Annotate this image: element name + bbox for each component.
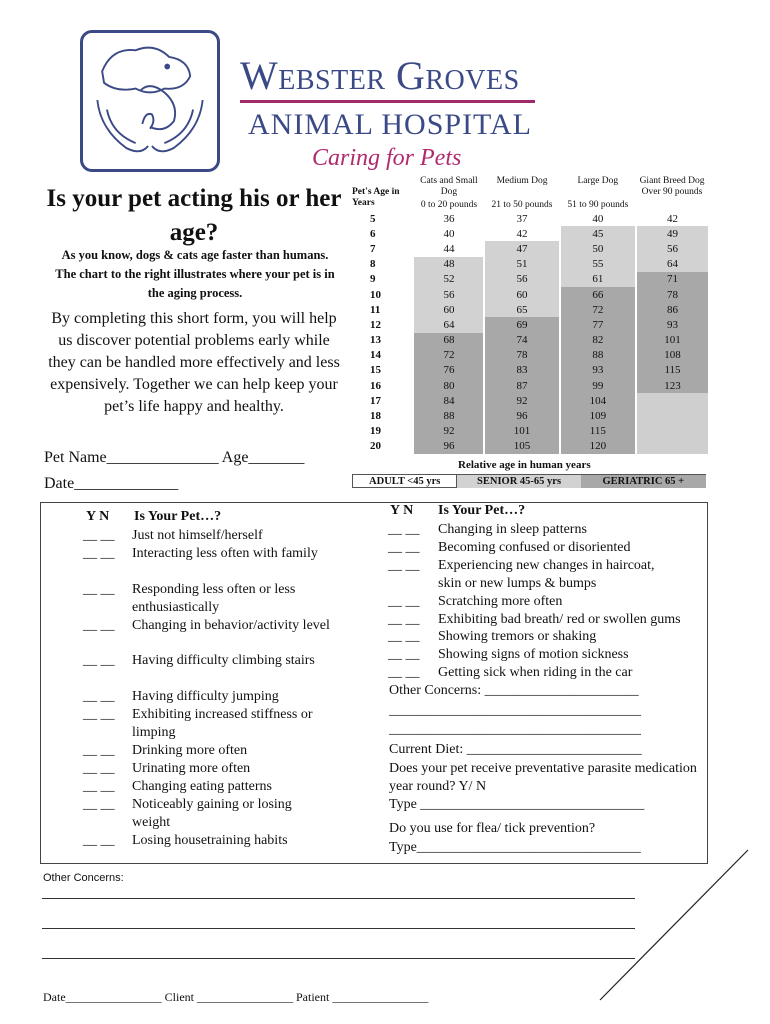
human-age-cell: 88	[560, 348, 636, 363]
intro-subtitle: As you know, dogs & cats age faster than humans. The chart to the right illustrates where your pet is in the aging process.	[55, 248, 335, 300]
age-chart-table	[352, 176, 708, 454]
human-age-cell: 64	[413, 317, 484, 332]
question-item: Urinating more often	[132, 761, 251, 776]
col-header-giant-bottom: Over 90 pounds	[641, 187, 703, 197]
age-cell: 8	[370, 258, 376, 271]
age-chart-row	[352, 378, 708, 393]
question-item: Experiencing new changes in haircoat, skin or new lumps & bumps	[438, 558, 655, 591]
question-item: Noticeably gaining or losing weight	[132, 797, 292, 830]
human-age-cell: 71	[636, 272, 708, 287]
question-item: Scratching more often	[438, 594, 563, 609]
age-cell: 18	[370, 410, 381, 423]
human-age-cell: 51	[484, 257, 559, 272]
date-field[interactable]: Date_____________	[44, 475, 179, 492]
human-age-cell: 65	[484, 302, 559, 317]
human-age-cell: 45	[560, 226, 636, 241]
diagonal-slash	[596, 848, 756, 1008]
age-chart-header	[352, 176, 708, 211]
col-header-large	[560, 176, 636, 211]
age-cell: 12	[370, 318, 381, 331]
yes-no-checkbox[interactable]: __ __	[83, 833, 115, 848]
age-cell: 17	[370, 394, 381, 407]
yes-no-checkbox[interactable]: __ __	[388, 594, 420, 609]
human-age-cell: 93	[560, 363, 636, 378]
human-age-cell: 40	[413, 226, 484, 241]
human-age-cell: 44	[413, 241, 484, 256]
human-age-cell: 86	[636, 302, 708, 317]
yes-no-checkbox[interactable]: __ __	[388, 647, 420, 662]
col-header-giant	[636, 176, 708, 211]
other-concerns-line-1[interactable]: ____________________________________	[389, 703, 641, 718]
age-chart-row	[352, 348, 708, 363]
logo	[80, 30, 220, 172]
flea-type-field[interactable]: Type________________________________	[389, 840, 641, 855]
brand-name: Webster Groves	[240, 53, 520, 98]
yes-no-checkbox[interactable]: __ __	[83, 761, 115, 776]
other-concerns-field[interactable]: Other Concerns: ______________________	[389, 683, 639, 698]
age-chart-row	[352, 257, 708, 272]
intro-body: By completing this short form, you will help us discover potential problems early while they can be handled more effectively and less expensively. Together we can help keep your pet’s life happy and healthy.	[48, 310, 340, 415]
age-chart-row	[352, 424, 708, 439]
human-age-cell: 74	[484, 333, 559, 348]
human-age-cell: 108	[636, 348, 708, 363]
age-cell: 14	[370, 349, 381, 362]
yes-no-checkbox[interactable]: __ __	[388, 540, 420, 555]
yes-no-checkbox[interactable]: __ __	[388, 665, 420, 680]
human-age-cell: 115	[636, 363, 708, 378]
human-age-cell: 123	[636, 378, 708, 393]
human-age-cell: 72	[560, 302, 636, 317]
question-item: Exhibiting bad breath/ red or swollen gums	[438, 612, 681, 627]
human-age-cell: 36	[413, 211, 484, 226]
question-item: Changing eating patterns	[132, 779, 272, 794]
human-age-cell: 96	[484, 408, 559, 423]
question-item: Getting sick when riding in the car	[438, 665, 633, 680]
human-age-cell: 84	[413, 393, 484, 408]
col-header-giant-top: Giant Breed Dog	[639, 176, 705, 186]
age-legend	[352, 474, 706, 488]
age-chart-row	[352, 272, 708, 287]
human-age-cell: 87	[484, 378, 559, 393]
human-age-cell: 42	[484, 226, 559, 241]
age-cell: 15	[370, 364, 381, 377]
question-item: Just not himself/herself	[132, 528, 263, 543]
age-cell: 5	[370, 212, 376, 225]
human-age-cell: 55	[560, 257, 636, 272]
age-chart	[352, 176, 708, 454]
col-header-small-bottom: 0 to 20 pounds	[420, 200, 478, 210]
age-chart-row	[352, 211, 708, 226]
bottom-line-3[interactable]	[42, 958, 635, 959]
yes-no-checkbox[interactable]: __ __	[388, 629, 420, 644]
human-age-cell: 109	[560, 408, 636, 423]
yes-no-checkbox[interactable]: __ __	[83, 797, 115, 812]
age-chart-row	[352, 408, 708, 423]
brand-subtitle: ANIMAL HOSPITAL	[248, 108, 532, 141]
parasite-question: Does your pet receive preventative parasite medication year round? Y/ N	[389, 761, 697, 794]
age-chart-row	[352, 363, 708, 378]
human-age-cell: 66	[560, 287, 636, 302]
age-cell: 9	[370, 273, 376, 286]
human-age-cell: 68	[413, 333, 484, 348]
age-chart-row	[352, 287, 708, 302]
human-age-cell: 48	[413, 257, 484, 272]
flea-question: Do you use for flea/ tick prevention?	[389, 821, 596, 836]
yes-no-checkbox[interactable]: __ __	[83, 689, 115, 704]
human-age-cell: 56	[484, 272, 559, 287]
col-header-small	[413, 176, 484, 211]
legend-geriatric: GERIATRIC 65 +	[581, 474, 706, 488]
question-item: Interacting less often with family	[132, 546, 318, 561]
question-item: Losing housetraining habits	[132, 833, 288, 848]
human-age-cell: 115	[560, 424, 636, 439]
age-cell: 10	[370, 288, 381, 301]
pet-name-age-field[interactable]: Pet Name______________ Age_______	[44, 449, 305, 466]
question-item: Drinking more often	[132, 743, 248, 758]
human-age-cell: 69	[484, 317, 559, 332]
col-header-medium	[484, 176, 559, 211]
col-header-small-top: Cats and Small Dog	[420, 176, 478, 197]
human-age-cell: 61	[560, 272, 636, 287]
human-age-cell: 92	[484, 393, 559, 408]
human-age-cell: 96	[413, 439, 484, 454]
question-item: Having difficulty climbing stairs	[132, 653, 315, 668]
age-chart-row	[352, 393, 708, 408]
age-chart-row	[352, 439, 708, 454]
human-age-cell: 104	[560, 393, 636, 408]
human-age-cell: 120	[560, 439, 636, 454]
yes-no-checkbox[interactable]: __ __	[388, 522, 420, 537]
human-age-cell: 52	[413, 272, 484, 287]
age-chart-row	[352, 241, 708, 256]
bottom-line-1[interactable]	[42, 898, 635, 899]
human-age-cell: 50	[560, 241, 636, 256]
legend-adult: ADULT <45 yrs	[352, 474, 457, 488]
human-age-cell: 60	[413, 302, 484, 317]
human-age-cell: 77	[560, 317, 636, 332]
right-question-header: Is Your Pet…?	[438, 503, 526, 518]
age-cell: 11	[370, 303, 381, 316]
human-age-cell: 99	[560, 378, 636, 393]
question-item: Changing in behavior/activity level	[132, 618, 330, 633]
left-question-header: Is Your Pet…?	[134, 509, 222, 524]
age-chart-row	[352, 333, 708, 348]
bottom-line-2[interactable]	[42, 928, 635, 929]
human-age-cell: 37	[484, 211, 559, 226]
age-chart-row	[352, 302, 708, 317]
human-age-cell: 78	[484, 348, 559, 363]
question-item: Having difficulty jumping	[132, 689, 279, 704]
legend-senior: SENIOR 45-65 yrs	[457, 474, 580, 488]
page-title: Is your pet acting his or her age?	[46, 185, 342, 246]
human-age-cell: 56	[413, 287, 484, 302]
human-age-cell: 72	[413, 348, 484, 363]
age-chart-row	[352, 317, 708, 332]
human-age-cell: 105	[484, 439, 559, 454]
col-header-large-top: Large Dog	[577, 176, 619, 186]
yes-no-checkbox[interactable]: __ __	[83, 618, 115, 633]
yes-no-checkbox[interactable]: __ __	[83, 707, 115, 722]
col-header-medium-top: Medium Dog	[496, 176, 548, 186]
other-concerns-line-2[interactable]: ____________________________________	[389, 722, 641, 737]
yes-no-checkbox[interactable]: __ __	[83, 546, 115, 561]
question-item: Exhibiting increased stiffness or limping	[132, 707, 313, 740]
human-age-cell: 101	[636, 333, 708, 348]
human-age-cell: 92	[413, 424, 484, 439]
human-age-cell	[636, 424, 708, 439]
brand-tagline: Caring for Pets	[312, 145, 462, 171]
human-age-cell: 93	[636, 317, 708, 332]
human-age-cell: 83	[484, 363, 559, 378]
pet-hands-logo-icon	[83, 33, 217, 169]
yes-no-checkbox[interactable]: __ __	[388, 612, 420, 627]
human-age-cell: 78	[636, 287, 708, 302]
age-cell: 20	[370, 440, 381, 453]
parasite-type-field[interactable]: Type ________________________________	[389, 797, 645, 812]
yes-no-checkbox[interactable]: __ __	[83, 653, 115, 668]
age-cell: 13	[370, 334, 381, 347]
age-cell: 6	[370, 227, 376, 240]
bottom-other-concerns-label: Other Concerns:	[43, 872, 124, 884]
relative-age-label: Relative age in human years	[458, 459, 591, 471]
question-item: Changing in sleep patterns	[438, 522, 587, 537]
yes-no-checkbox[interactable]: __ __	[83, 779, 115, 794]
human-age-cell: 42	[636, 211, 708, 226]
human-age-cell	[636, 408, 708, 423]
human-age-cell	[636, 393, 708, 408]
question-item: Responding less often or less enthusiastically	[132, 582, 296, 615]
human-age-cell: 76	[413, 363, 484, 378]
yes-no-checkbox[interactable]: __ __	[83, 743, 115, 758]
age-cell: 19	[370, 425, 381, 438]
yes-no-checkbox[interactable]: __ __	[83, 528, 115, 543]
human-age-cell: 101	[484, 424, 559, 439]
human-age-cell: 56	[636, 241, 708, 256]
age-cell: 7	[370, 242, 376, 255]
human-age-cell: 80	[413, 378, 484, 393]
yes-no-checkbox[interactable]: __ __	[83, 582, 115, 597]
col-header-medium-bottom: 21 to 50 pounds	[491, 200, 553, 210]
age-chart-row	[352, 226, 708, 241]
question-item: Showing tremors or shaking	[438, 629, 597, 644]
age-cell: 16	[370, 379, 381, 392]
col-header-large-bottom: 51 to 90 pounds	[567, 200, 629, 210]
footer-fields[interactable]: Date________________ Client ________________ Patient ________________	[43, 990, 429, 1004]
brand-divider	[240, 100, 535, 103]
left-yn-header: Y N	[86, 509, 110, 524]
current-diet-field[interactable]: Current Diet: _________________________	[389, 742, 642, 757]
human-age-cell: 60	[484, 287, 559, 302]
human-age-cell	[636, 439, 708, 454]
age-chart-body	[352, 211, 708, 454]
human-age-cell: 82	[560, 333, 636, 348]
human-age-cell: 88	[413, 408, 484, 423]
yes-no-checkbox[interactable]: __ __	[388, 558, 420, 573]
human-age-cell: 47	[484, 241, 559, 256]
human-age-cell: 40	[560, 211, 636, 226]
question-item: Showing signs of motion sickness	[438, 647, 629, 662]
right-yn-header: Y N	[390, 503, 414, 518]
question-item: Becoming confused or disoriented	[438, 540, 631, 555]
human-age-cell: 49	[636, 226, 708, 241]
human-age-cell: 64	[636, 257, 708, 272]
col-header-age: Pet's Age in Years	[352, 187, 400, 208]
